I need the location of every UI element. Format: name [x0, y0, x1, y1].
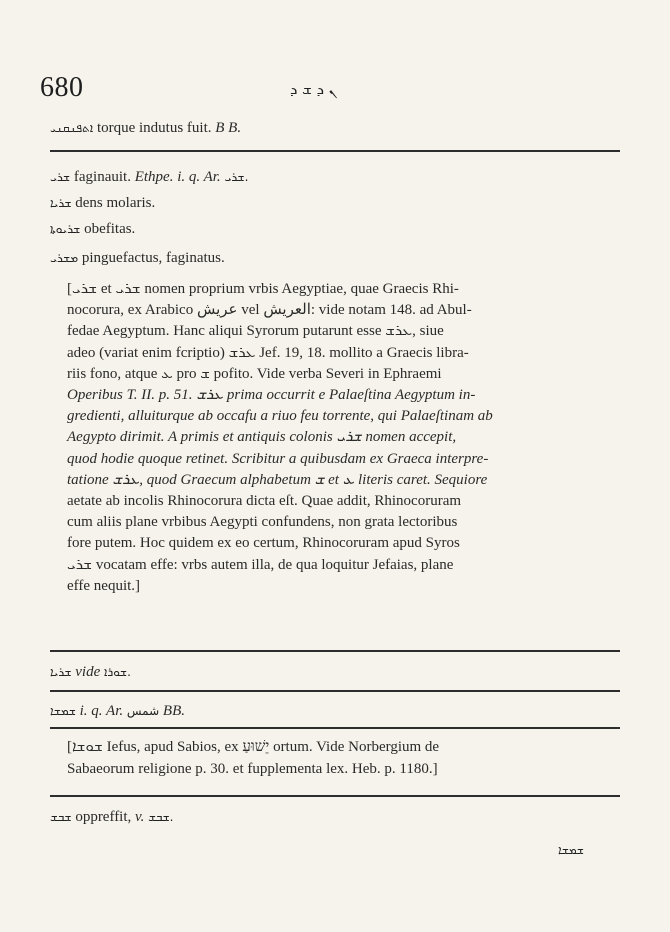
note1-line-3: fedae Aegyptum. Hanc aliqui Syrorum putarunt esse ܥܪܫ, siue	[67, 323, 444, 340]
entry-4-text: obefitas.	[84, 221, 136, 237]
entry-7	[50, 700, 185, 722]
entry-2-tag: Ethpe. i. q. Ar.	[134, 169, 221, 185]
note-rhinocorura	[67, 279, 623, 597]
entry-7-syriac: ܫܡܫܐ	[50, 704, 76, 718]
entry-2-arabic: ܫܪܝ.	[224, 170, 249, 184]
note2-line-1: [ܫܘܫܐ Iefus, apud Sabios, ex יֵשׁוּעַ ortum. Vide Norbergium de	[67, 739, 440, 755]
entry-5	[50, 247, 225, 269]
entry-6-syriac: ܫܪܝܐ	[50, 665, 72, 679]
entry-3-text: dens molaris.	[75, 195, 156, 211]
note1-line-13: fore putem. Hoc quidem ex eo certum, Rhinocoruram apud Syros	[67, 535, 460, 552]
entry-8-syriac: ܫܒܫ	[50, 810, 72, 824]
entry-6	[50, 661, 131, 683]
entry-8-v: v.	[135, 809, 145, 825]
entry-8	[50, 806, 173, 828]
catchword: ܫܡܫܐ	[558, 843, 584, 857]
note1-line-10: tatione ܥܪܫ, quod Graecum alphabetum ܫ et ܥ literis caret. Sequiore	[67, 471, 488, 488]
page-number: 680	[40, 72, 84, 103]
entry-5-syriac: ܡܫܪܝ	[50, 251, 79, 265]
entry-1-tag: B B.	[215, 120, 242, 136]
entry-7-tag: BB.	[162, 703, 185, 719]
note1-line-8: Aegypto dirimit. A primis et antiquis colonis ܫܪܝ nomen accepit,	[67, 429, 457, 446]
note1-line-11: aetate ab incolis Rhinocorura dicta eſt. Quae addit, Rhinocoruram	[67, 493, 462, 510]
section-rule-3	[50, 690, 620, 692]
entry-2-text: faginauit.	[73, 169, 131, 185]
entry-6-ref: ܫܘܪܐ.	[104, 665, 131, 679]
note1-line-1: [ܫܪܝ et ܫܪܝ nomen proprium vrbis Aegyptiae, quae Graecis Rhi-	[67, 281, 459, 297]
entry-8-text: oppreffit,	[75, 809, 132, 825]
note1-line-7: gredienti, alluiturque ab occafu a riuo feu torrente, qui Palaeſtinam ab	[67, 408, 493, 425]
section-rule-1	[50, 150, 620, 152]
section-rule-5	[50, 795, 620, 797]
note1-line-15: effe nequit.]	[67, 577, 141, 594]
entry-1-syriac: ܐܬܦܢܩܢܝ	[50, 121, 94, 135]
entry-7-arabic: شمس	[126, 704, 160, 718]
note1-line-2: nocorura, ex Arabico عريش vel العريش: vide notam 148. ad Abul-	[67, 302, 472, 319]
note2-line-2: Sabaeorum religione p. 30. et fupplementa lex. Heb. p. 1180.]	[67, 761, 438, 777]
note1-line-9: quod hodie quoque retinet. Scribitur a quibusdam ex Graeca interpre-	[67, 450, 489, 467]
entry-4	[50, 218, 135, 240]
section-rule-4	[50, 727, 620, 729]
entry-5-text: pinguefactus, faginatus.	[81, 250, 225, 266]
entry-3-syriac: ܫܪܝܐ	[50, 196, 72, 210]
note1-line-5: riis fono, atque ܥ pro ܫ pofito. Vide verba Severi in Ephraemi	[67, 365, 442, 382]
entry-2-syriac: ܫܪܝ	[50, 170, 71, 184]
entry-7-text: i. q. Ar.	[79, 703, 124, 719]
note1-line-4: adeo (variat enim fcriptio) ܥܪܫ Jef. 19, 18. mollito a Graecis libra-	[67, 344, 469, 361]
entry-3	[50, 192, 155, 214]
entry-8-ref: ܫܒܫ.	[148, 810, 174, 824]
entry-6-vide: vide	[75, 664, 101, 680]
section-rule-2	[50, 650, 620, 652]
note1-line-14: ܫܪܝ vocatam effe: vrbs autem illa, de qua loquitur Jefaias, plane	[67, 556, 454, 573]
running-head: ܢ ܕ ܫ ܕ	[290, 80, 337, 98]
entry-1-text: torque indutus fuit.	[96, 120, 212, 136]
note-iesus	[67, 736, 623, 780]
note1-line-6: Operibus T. II. p. 51. ܥܪܫ prima occurrit e Palaeſtina Aegyptum in-	[67, 387, 476, 404]
entry-4-syriac: ܫܪܝܘܬܐ	[50, 222, 81, 236]
entry-1	[50, 117, 241, 139]
note1-line-12: cum aliis plane vrbibus Aegypti confundens, non grata lectoribus	[67, 514, 458, 531]
entry-2	[50, 166, 248, 188]
